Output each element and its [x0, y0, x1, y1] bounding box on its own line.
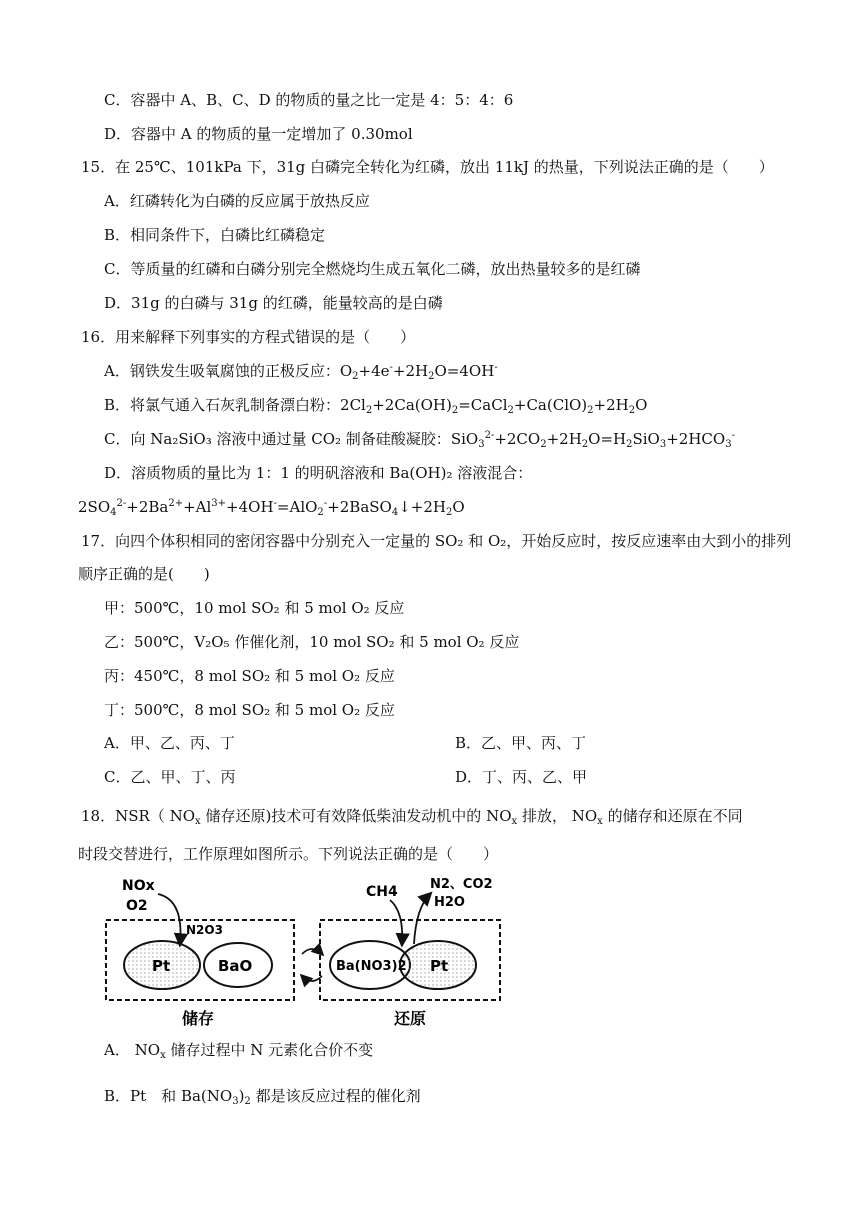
q15-stem: 15．在 25℃、101kPa 下，31g 白磷完全转化为红磷，放出 11kJ 的热量，下列说法正确的是（ ） — [81, 158, 774, 176]
q16-option-c-equation: $SiO_3^{2-}+2CO_2+2H_2O=H_2SiO_3+2HCO_3^-$ — [450, 430, 735, 450]
n2o3-label: N2O3 — [186, 923, 223, 937]
q18-stem-part2: 储存还原)技术可有效降低柴油发动机中的 — [205, 807, 482, 825]
q18-option-b — [104, 1086, 421, 1106]
q18-option-b-text: 都是该反应过程的催化剂 — [255, 1087, 421, 1105]
q15-option-d: D．31g 的白磷与 31g 的红磷，能量较高的是白磷 — [104, 294, 443, 312]
q17-option-d: D．丁、丙、乙、甲 — [455, 768, 588, 786]
storage-arrow — [158, 894, 181, 944]
q16-option-c — [104, 429, 735, 449]
products-label-2: H2O — [434, 895, 465, 910]
ch4-label: CH4 — [366, 884, 398, 900]
q16-option-d: D．溶质物质的量比为 1：1 的明矾溶液和 Ba(OH)₂ 溶液混合： — [104, 464, 533, 482]
reduction-caption: 还原 — [394, 1009, 427, 1028]
storage-caption: 储存 — [182, 1009, 215, 1028]
bao-label: BaO — [218, 957, 253, 975]
products-label-1: N2、CO2 — [430, 877, 493, 892]
q16-option-d-equation: $2SO_4^{2-}+2Ba^{2+}+Al^{3+}+4OH^-=AlO_2^-+2BaSO_4↓+2H_2O$ — [78, 498, 465, 518]
q17-option-b: B．乙、甲、丙、丁 — [455, 734, 587, 752]
q18-option-b-formula: $Ba(NO_3)_2$ — [180, 1087, 251, 1107]
q14-option-c: C．容器中 A、B、C、D 的物质的量之比一定是 4：5：4：6 — [104, 91, 514, 109]
q15-option-a: A．红磷转化为白磷的反应属于放热反应 — [104, 192, 370, 210]
q18-nox-formula: $NO_x$ — [571, 807, 603, 827]
nox-label: NOx — [122, 878, 155, 894]
q18-stem-line2: 时段交替进行，工作原理如图所示。下列说法正确的是（ ） — [78, 845, 499, 863]
q17-condition-ding: 丁：500℃，8 mol SO₂ 和 5 mol O₂ 反应 — [104, 701, 395, 719]
q15-option-c: C．等质量的红磷和白磷分别完全燃烧均生成五氧化二磷，放出热量较多的是红磷 — [104, 260, 641, 278]
ba-no3-label: Ba(NO3)2 — [336, 959, 407, 974]
q16-option-b — [104, 395, 647, 415]
q18-option-a-formula: $NO_x$ — [134, 1041, 166, 1061]
q18-stem-line1 — [81, 806, 743, 826]
q17-option-c: C．乙、甲、丁、丙 — [104, 768, 236, 786]
q18-nox-formula: $NO_x$ — [169, 807, 201, 827]
q15-option-b: B．相同条件下，白磷比红磷稳定 — [104, 226, 326, 244]
q17-stem-line2: 顺序正确的是( ) — [78, 565, 210, 583]
q18-option-a — [104, 1040, 373, 1060]
q18-option-b-prefix: B．Pt 和 — [104, 1087, 177, 1105]
q18-option-a-prefix: A． — [104, 1041, 130, 1059]
q18-stem-part3: 排放， — [521, 807, 567, 825]
reduction-in-arrow — [390, 900, 402, 944]
q16-option-a-text: A．钢铁发生吸氧腐蚀的正极反应： — [104, 362, 340, 380]
pt-label-right: Pt — [430, 957, 449, 975]
q16-option-c-text: C．向 Na₂SiO₃ 溶液中通过量 CO₂ 制备硅酸凝胶： — [104, 430, 451, 448]
q14-option-d: D．容器中 A 的物质的量一定增加了 0.30mol — [104, 125, 413, 143]
q17-condition-bing: 丙：450℃，8 mol SO₂ 和 5 mol O₂ 反应 — [104, 667, 395, 685]
q18-nox-formula: $NO_x$ — [486, 807, 518, 827]
o2-label: O2 — [126, 898, 148, 914]
q17-condition-jia: 甲：500℃，10 mol SO₂ 和 5 mol O₂ 反应 — [104, 599, 405, 617]
q16-stem: 16．用来解释下列事实的方程式错误的是（ ） — [81, 328, 416, 346]
q16-option-b-equation: $2Cl_2+2Ca(OH)_2=CaCl_2+Ca(ClO)_2+2H_2O$ — [340, 396, 648, 416]
q16-option-a-equation: $O_2+4e^-+2H_2O=4OH^-$ — [339, 362, 498, 382]
q18-stem-part1: 18．NSR（ — [81, 807, 165, 825]
q16-option-a — [104, 361, 498, 381]
nsr-diagram — [100, 872, 493, 1032]
q17-stem-line1: 17．向四个体积相同的密闭容器中分别充入一定量的 SO₂ 和 O₂，开始反应时，按反应速率由大到小的排列 — [81, 532, 792, 550]
pt-label-left: Pt — [152, 957, 171, 975]
q16-option-b-text: B．将氯气通入石灰乳制备漂白粉： — [104, 396, 341, 414]
q18-option-a-text: 储存过程中 N 元素化合价不变 — [170, 1041, 374, 1059]
q17-option-a: A．甲、乙、丙、丁 — [104, 734, 235, 752]
q18-stem-part4: 的储存和还原在不同 — [607, 807, 743, 825]
q17-condition-yi: 乙：500℃，V₂O₅ 作催化剂，10 mol SO₂ 和 5 mol O₂ 反应 — [104, 633, 520, 651]
